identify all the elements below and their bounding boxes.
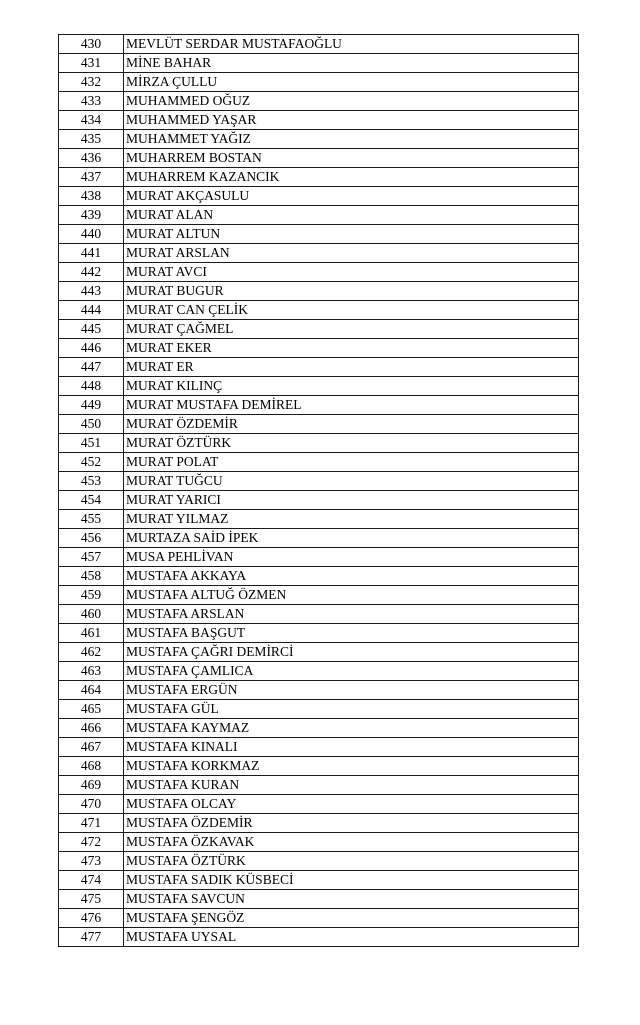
person-name-cell: MURAT TUĞCU	[124, 472, 579, 491]
row-number-cell: 437	[59, 168, 124, 187]
table-row	[59, 852, 579, 871]
person-name-cell: MUSTAFA ERGÜN	[124, 681, 579, 700]
row-number-cell: 470	[59, 795, 124, 814]
person-name-cell: MUHARREM BOSTAN	[124, 149, 579, 168]
name-list-table	[58, 34, 579, 947]
person-name-cell: MURAT EKER	[124, 339, 579, 358]
row-number-cell: 452	[59, 453, 124, 472]
table-row	[59, 909, 579, 928]
person-name-cell: MUSTAFA UYSAL	[124, 928, 579, 947]
person-name-cell: MUSTAFA ÇAMLICA	[124, 662, 579, 681]
person-name-cell: MUHAMMET YAĞIZ	[124, 130, 579, 149]
table-row	[59, 833, 579, 852]
row-number-cell: 457	[59, 548, 124, 567]
table-row	[59, 491, 579, 510]
person-name-cell: MURAT POLAT	[124, 453, 579, 472]
row-number-cell: 433	[59, 92, 124, 111]
row-number-cell: 449	[59, 396, 124, 415]
table-row	[59, 890, 579, 909]
person-name-cell: MURAT ÇAĞMEL	[124, 320, 579, 339]
person-name-cell: MURAT YILMAZ	[124, 510, 579, 529]
table-row	[59, 282, 579, 301]
person-name-cell: MUSTAFA ÖZTÜRK	[124, 852, 579, 871]
table-row	[59, 776, 579, 795]
row-number-cell: 465	[59, 700, 124, 719]
row-number-cell: 466	[59, 719, 124, 738]
table-row	[59, 871, 579, 890]
row-number-cell: 460	[59, 605, 124, 624]
table-row	[59, 529, 579, 548]
person-name-cell: MİNE BAHAR	[124, 54, 579, 73]
table-row	[59, 738, 579, 757]
row-number-cell: 454	[59, 491, 124, 510]
row-number-cell: 463	[59, 662, 124, 681]
row-number-cell: 441	[59, 244, 124, 263]
row-number-cell: 431	[59, 54, 124, 73]
person-name-cell: MUSTAFA SAVCUN	[124, 890, 579, 909]
table-row	[59, 35, 579, 54]
person-name-cell: MUSTAFA ŞENGÖZ	[124, 909, 579, 928]
person-name-cell: MUSTAFA ÖZKAVAK	[124, 833, 579, 852]
table-row	[59, 757, 579, 776]
person-name-cell: MUSTAFA ÇAĞRI DEMİRCİ	[124, 643, 579, 662]
row-number-cell: 445	[59, 320, 124, 339]
table-row	[59, 795, 579, 814]
person-name-cell: MUSTAFA ARSLAN	[124, 605, 579, 624]
table-row	[59, 73, 579, 92]
row-number-cell: 430	[59, 35, 124, 54]
row-number-cell: 440	[59, 225, 124, 244]
row-number-cell: 450	[59, 415, 124, 434]
table-row	[59, 301, 579, 320]
table-row	[59, 149, 579, 168]
row-number-cell: 446	[59, 339, 124, 358]
row-number-cell: 469	[59, 776, 124, 795]
person-name-cell: MUSTAFA KINALI	[124, 738, 579, 757]
person-name-cell: MURAT ALAN	[124, 206, 579, 225]
row-number-cell: 439	[59, 206, 124, 225]
row-number-cell: 473	[59, 852, 124, 871]
table-row	[59, 662, 579, 681]
row-number-cell: 467	[59, 738, 124, 757]
row-number-cell: 447	[59, 358, 124, 377]
person-name-cell: MUHAMMED OĞUZ	[124, 92, 579, 111]
table-row	[59, 472, 579, 491]
table-row	[59, 130, 579, 149]
table-row	[59, 814, 579, 833]
person-name-cell: MUSTAFA OLCAY	[124, 795, 579, 814]
row-number-cell: 434	[59, 111, 124, 130]
table-row	[59, 453, 579, 472]
person-name-cell: MUSTAFA KAYMAZ	[124, 719, 579, 738]
person-name-cell: MUSA PEHLİVAN	[124, 548, 579, 567]
row-number-cell: 451	[59, 434, 124, 453]
person-name-cell: MURAT AKÇASULU	[124, 187, 579, 206]
table-row	[59, 358, 579, 377]
person-name-cell: MUSTAFA SADIK KÜSBECİ	[124, 871, 579, 890]
row-number-cell: 464	[59, 681, 124, 700]
row-number-cell: 436	[59, 149, 124, 168]
table-row	[59, 719, 579, 738]
row-number-cell: 443	[59, 282, 124, 301]
table-row	[59, 510, 579, 529]
person-name-cell: MUSTAFA GÜL	[124, 700, 579, 719]
person-name-cell: MURAT ÖZTÜRK	[124, 434, 579, 453]
person-name-cell: MURAT AVCI	[124, 263, 579, 282]
person-name-cell: MUSTAFA BAŞGUT	[124, 624, 579, 643]
table-row	[59, 206, 579, 225]
name-list-body	[59, 35, 579, 947]
row-number-cell: 462	[59, 643, 124, 662]
table-row	[59, 225, 579, 244]
table-row	[59, 624, 579, 643]
person-name-cell: MUSTAFA ALTUĞ ÖZMEN	[124, 586, 579, 605]
table-row	[59, 605, 579, 624]
row-number-cell: 458	[59, 567, 124, 586]
table-row	[59, 263, 579, 282]
table-row	[59, 434, 579, 453]
row-number-cell: 461	[59, 624, 124, 643]
person-name-cell: MUSTAFA ÖZDEMİR	[124, 814, 579, 833]
person-name-cell: MURAT CAN ÇELİK	[124, 301, 579, 320]
table-row	[59, 168, 579, 187]
person-name-cell: MUSTAFA KORKMAZ	[124, 757, 579, 776]
table-row	[59, 244, 579, 263]
person-name-cell: MURAT BUGUR	[124, 282, 579, 301]
row-number-cell: 477	[59, 928, 124, 947]
person-name-cell: MUSTAFA AKKAYA	[124, 567, 579, 586]
table-row	[59, 586, 579, 605]
table-row	[59, 681, 579, 700]
row-number-cell: 444	[59, 301, 124, 320]
person-name-cell: MURAT YARICI	[124, 491, 579, 510]
row-number-cell: 438	[59, 187, 124, 206]
row-number-cell: 448	[59, 377, 124, 396]
table-row	[59, 320, 579, 339]
table-row	[59, 567, 579, 586]
row-number-cell: 475	[59, 890, 124, 909]
row-number-cell: 442	[59, 263, 124, 282]
row-number-cell: 435	[59, 130, 124, 149]
table-row	[59, 928, 579, 947]
row-number-cell: 432	[59, 73, 124, 92]
row-number-cell: 474	[59, 871, 124, 890]
person-name-cell: MUHARREM KAZANCIK	[124, 168, 579, 187]
table-row	[59, 111, 579, 130]
table-row	[59, 415, 579, 434]
table-row	[59, 396, 579, 415]
row-number-cell: 471	[59, 814, 124, 833]
person-name-cell: MURAT ÖZDEMİR	[124, 415, 579, 434]
person-name-cell: MİRZA ÇULLU	[124, 73, 579, 92]
row-number-cell: 459	[59, 586, 124, 605]
person-name-cell: MUSTAFA KURAN	[124, 776, 579, 795]
person-name-cell: MURAT MUSTAFA DEMİREL	[124, 396, 579, 415]
table-row	[59, 377, 579, 396]
person-name-cell: MEVLÜT SERDAR MUSTAFAOĞLU	[124, 35, 579, 54]
row-number-cell: 476	[59, 909, 124, 928]
table-row	[59, 700, 579, 719]
person-name-cell: MURAT KILINÇ	[124, 377, 579, 396]
row-number-cell: 455	[59, 510, 124, 529]
person-name-cell: MURAT ER	[124, 358, 579, 377]
table-row	[59, 339, 579, 358]
person-name-cell: MUHAMMED YAŞAR	[124, 111, 579, 130]
person-name-cell: MURAT ALTUN	[124, 225, 579, 244]
person-name-cell: MURTAZA SAİD İPEK	[124, 529, 579, 548]
table-row	[59, 548, 579, 567]
row-number-cell: 472	[59, 833, 124, 852]
person-name-cell: MURAT ARSLAN	[124, 244, 579, 263]
table-row	[59, 643, 579, 662]
row-number-cell: 468	[59, 757, 124, 776]
row-number-cell: 456	[59, 529, 124, 548]
row-number-cell: 453	[59, 472, 124, 491]
table-row	[59, 54, 579, 73]
table-row	[59, 187, 579, 206]
table-row	[59, 92, 579, 111]
